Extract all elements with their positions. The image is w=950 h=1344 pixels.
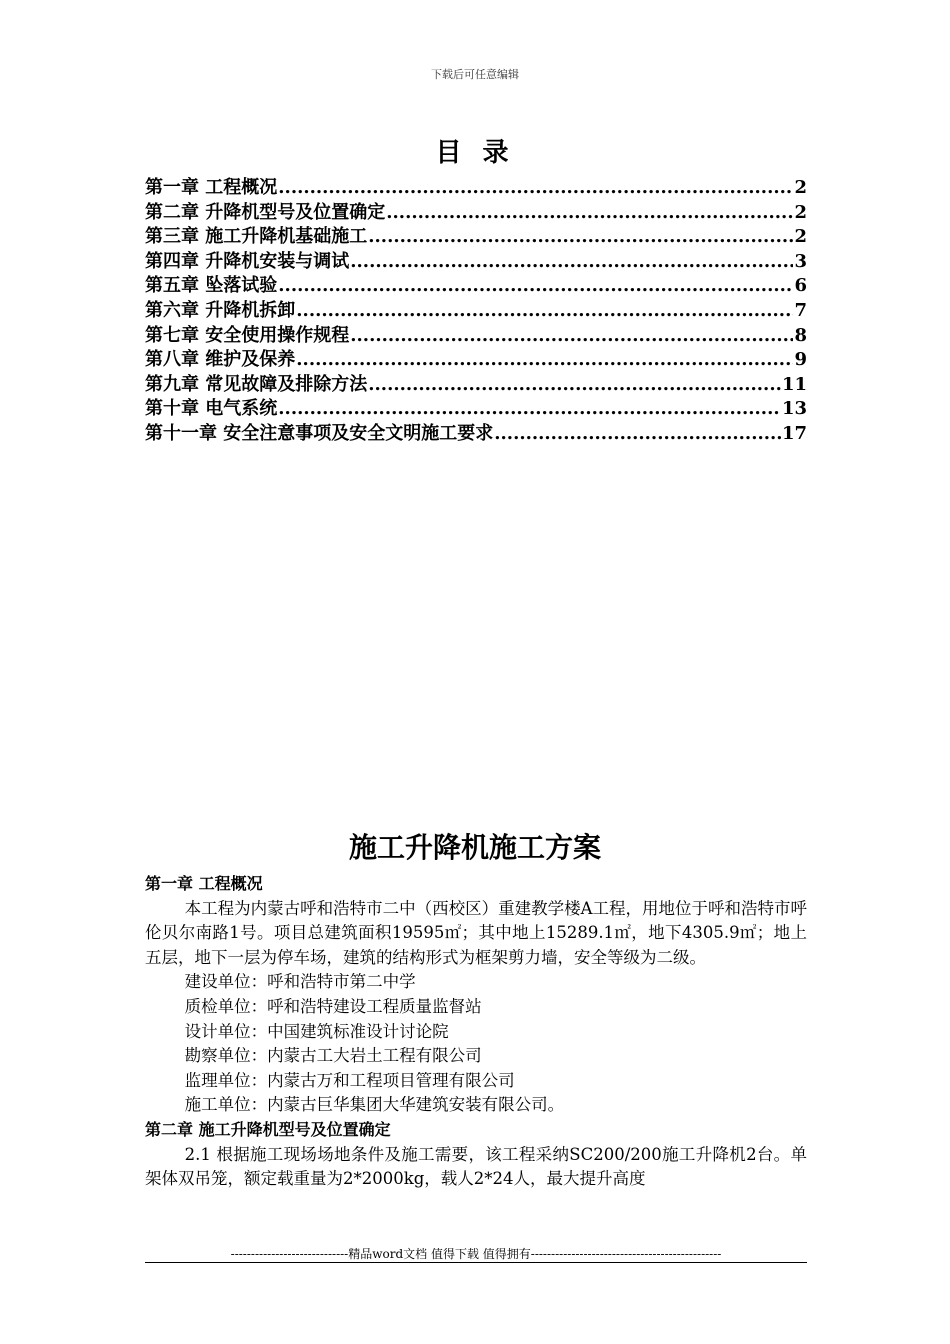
toc-entry-page: 2	[794, 226, 807, 248]
toc-entry[interactable]	[145, 299, 807, 324]
toc-entry-page: 7	[794, 299, 807, 321]
toc-entry[interactable]	[145, 373, 807, 398]
toc-entry-page: 2	[794, 201, 807, 223]
toc-entry-label: 第十章 电气系统	[145, 398, 278, 420]
header-note: 下载后可任意编辑	[431, 68, 519, 81]
chapter-heading: 第一章 工程概况	[145, 874, 263, 893]
toc-entry[interactable]	[145, 201, 807, 226]
paragraph: 2.1 根据施工现场场地条件及施工需要，该工程采纳SC200/200施工升降机2台。单架体双吊笼，额定载重量为2*2000kg，载人2*24人，最大提升高度	[145, 1144, 807, 1189]
unit-line: 质检单位：呼和浩特建设工程质量监督站	[184, 996, 482, 1016]
unit-line: 建设单位：呼和浩特市第二中学	[184, 972, 416, 992]
toc-entry-page: 11	[781, 373, 807, 395]
toc-entry-label: 第七章 安全使用操作规程	[145, 324, 350, 346]
document-title: 施工升降机施工方案	[348, 831, 601, 864]
unit-line: 施工单位：内蒙古巨华集团大华建筑安装有限公司。	[184, 1095, 565, 1115]
toc-leader-dots	[494, 422, 781, 447]
toc-entry-label: 第六章 升降机拆卸	[145, 299, 296, 321]
toc-entry-label: 第九章 常见故障及排除方法	[145, 373, 368, 395]
toc-entry[interactable]	[145, 324, 807, 349]
footer-rule	[145, 1262, 807, 1263]
toc-leader-dots	[350, 250, 793, 275]
toc-entry-page: 13	[781, 398, 807, 420]
toc-leader-dots	[278, 274, 793, 299]
toc-entry-label: 第八章 维护及保养	[145, 349, 296, 371]
toc-entry-page: 8	[794, 324, 807, 346]
toc-entry-page: 3	[794, 250, 807, 272]
footer-text: -----------------------------精品word文档 值得下载 值得拥有-----------------------------------------------	[230, 1247, 722, 1261]
toc-entry[interactable]	[145, 397, 807, 422]
toc-leader-dots	[296, 299, 793, 324]
toc-leader-dots	[278, 176, 793, 201]
toc-leader-dots	[278, 397, 781, 422]
paragraph: 本工程为内蒙古呼和浩特市二中（西校区）重建教学楼A工程，用地位于呼和浩特市呼伦贝尔南路1号。项目总建筑面积19595㎡；其中地上15289.1㎡，地下4305.9㎡；地上五层，地下一层为停车场，建筑的结构形式为框架剪力墙，安全等级为二级。	[145, 898, 808, 967]
toc-title: 目 录	[435, 138, 515, 168]
toc-entry[interactable]	[145, 225, 807, 250]
toc-leader-dots	[368, 373, 781, 398]
toc-entry-label: 第五章 坠落试验	[145, 275, 278, 297]
chapter-heading: 第二章 施工升降机型号及位置确定	[145, 1119, 391, 1139]
toc-entry[interactable]	[145, 176, 807, 201]
toc-entry-label: 第三章 施工升降机基础施工	[145, 226, 368, 248]
toc-entry[interactable]	[145, 348, 807, 373]
toc-leader-dots	[296, 348, 793, 373]
unit-line: 监理单位：内蒙古万和工程项目管理有限公司	[184, 1070, 515, 1090]
toc-entry-label: 第二章 升降机型号及位置确定	[145, 201, 386, 223]
unit-line: 设计单位：中国建筑标准设计讨论院	[184, 1021, 449, 1041]
toc-leader-dots	[386, 201, 793, 226]
toc-entry[interactable]	[145, 422, 807, 447]
table-of-contents	[145, 176, 807, 447]
toc-entry-label: 第十一章 安全注意事项及安全文明施工要求	[145, 422, 494, 444]
toc-entry-label: 第四章 升降机安装与调试	[145, 250, 350, 272]
toc-leader-dots	[368, 225, 793, 250]
toc-entry-page: 6	[794, 275, 807, 297]
toc-entry[interactable]	[145, 274, 807, 299]
toc-entry[interactable]	[145, 250, 807, 275]
toc-leader-dots	[350, 324, 793, 349]
unit-line: 勘察单位：内蒙古工大岩土工程有限公司	[184, 1046, 482, 1066]
toc-entry-page: 9	[794, 349, 807, 371]
document-body	[145, 872, 807, 1192]
toc-entry-page: 2	[794, 177, 807, 198]
toc-entry-label: 第一章 工程概况	[145, 177, 278, 198]
toc-entry-page: 17	[781, 422, 807, 444]
